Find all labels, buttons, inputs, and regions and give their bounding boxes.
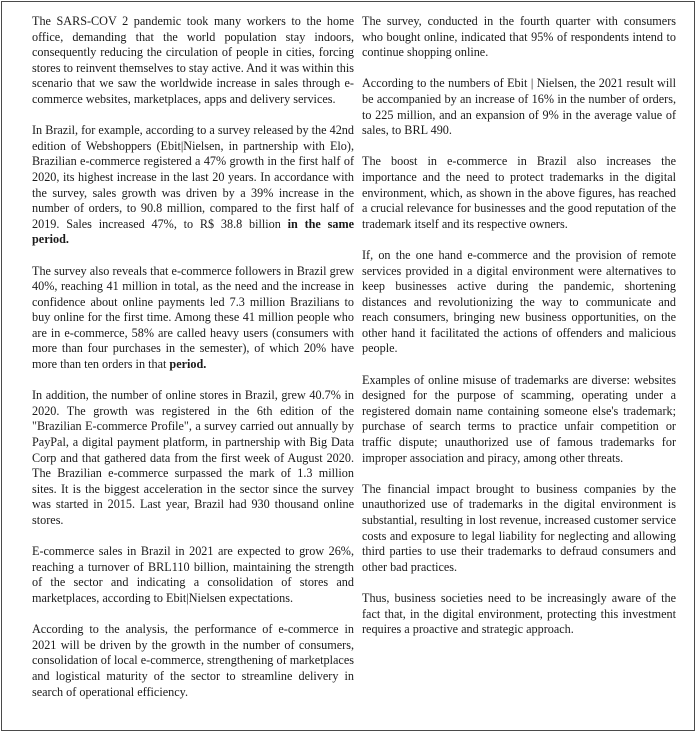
paragraph: In addition, the number of online stores in Brazil, grew 40.7% in 2020. The growth was registered in the 6th edition of the "Brazilian E-commerce Profile", a survey carried out annually by PayPal, a digital payment platform, in partnership with Big Data Corp and that gathered data from the first week of August 2020. The Brazilian e-commerce surpassed the mark of 1.3 million sites. It is the biggest acceleration in the sector since the survey was started in 2015. Last year, Brazil had 930 thousand online stores. <box>32 388 354 527</box>
paragraph: Thus, business societies need to be increasingly aware of the fact that, in the digital environment, protecting this investment requires a proactive and strategic approach. <box>362 590 676 637</box>
paragraph: Examples of online misuse of trademarks are diverse: websites designed for the purpose of scamming, operating under a registered domain name containing someone else's trademark; purchase of search terms to practice unfair competition or traffic dispute; unauthorized use of famous trademarks for improper association and piracy, among other threats. <box>362 372 676 465</box>
document-frame <box>1 1 695 731</box>
paragraph: The SARS-COV 2 pandemic took many workers to the home office, demanding that the world population stay indoors, consequently reducing the circulation of people in cities, forcing stores to reinvent themselves to stay active. And it was within this scenario that we saw the worldwide increase in sales through e-commerce websites, marketplaces, apps and delivery services. <box>32 14 354 106</box>
paragraph: The survey, conducted in the fourth quarter with consumers who bought online, indicated that 95% of respondents intend to continue shopping online. <box>362 14 676 60</box>
paragraph-text: In Brazil, for example, according to a survey released by the 42nd edition of Webshoppers (Ebit|Nielsen, in partnership with Elo), Brazilian e-commerce registered a 47% growth in the first half of 2020, its highest increase in the last 20 years. In accordance with the survey, sales growth was driven by a 39% increase in the number of orders, to 90.8 million, compared to the first half of 2019. Sales increased 47%, to R$ 38.8 billion <box>32 123 354 231</box>
left-column <box>32 14 354 700</box>
paragraph: According to the analysis, the performance of e-commerce in 2021 will be driven by the growth in the number of consumers, consolidation of local e-commerce, strengthening of marketplaces and logistical maturity of the sector to streamline delivery in search of operational efficiency. <box>32 622 354 699</box>
paragraph-bold-text: in the same period. <box>32 216 355 247</box>
paragraph-bold-text: period. <box>169 357 207 372</box>
paragraph: E-commerce sales in Brazil in 2021 are expected to grow 26%, reaching a turnover of BRL110 billion, maintaining the strength of the sector and indicating a consolidation of stores and marketplaces, according to Ebit|Nielsen expectations. <box>32 544 354 605</box>
paragraph: The financial impact brought to business companies by the unauthorized use of trademarks in the digital environment is substantial, resulting in lost revenue, increased customer service costs and exposure to legal liability for neglecting and allowing third parties to use their trademarks to defraud consumers and other bad practices. <box>362 481 676 574</box>
paragraph <box>32 264 354 373</box>
right-column <box>362 14 676 638</box>
paragraph: The boost in e-commerce in Brazil also increases the importance and the need to protect trademarks in the digital environment, which, as shown in the above figures, has reached a crucial relevance for businesses and the good reputation of the trademark itself and its respective owners. <box>362 154 676 231</box>
paragraph: According to the numbers of Ebit | Nielsen, the 2021 result will be accompanied by an increase of 16% in the number of orders, to 225 million, and an expansion of 9% in the average value of sales, to BRL 490. <box>362 76 676 138</box>
paragraph: If, on the one hand e-commerce and the provision of remote services provided in a digital environment were alternatives to keep businesses active during the pandemic, shortening distances and revolutionizing the way to communicate and reach consumers, bringing new business opportunities, on the other hand it facilitated the actions of offenders and malicious people. <box>362 247 676 356</box>
paragraph-text: The survey also reveals that e-commerce followers in Brazil grew 40%, reaching 41 million in total, as the need and the increase in confidence about online payments led 7.3 million Brazilians to buy online for the first time. Among these 41 million people who are in e-commerce, 58% are called heavy users (consumers with more than four purchases in the semester), of which 20% have more than ten orders in that <box>32 263 354 372</box>
paragraph <box>32 123 354 248</box>
